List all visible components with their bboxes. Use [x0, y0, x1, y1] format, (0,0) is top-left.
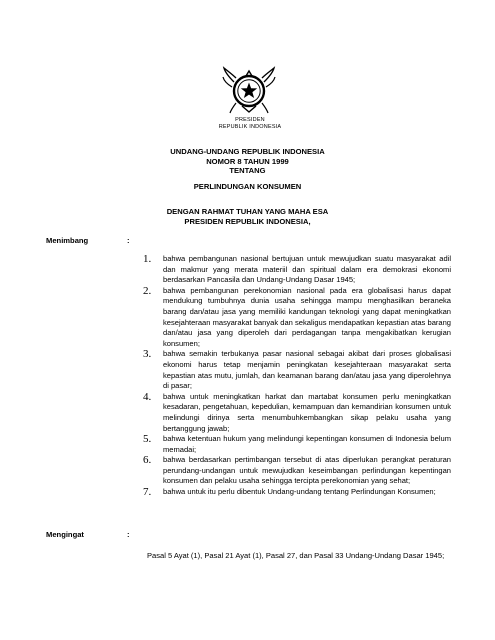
item-number: 5.	[143, 433, 152, 446]
item-text: bahwa pembangunan nasional bertujuan untuk mewujudkan suatu masyarakat adil dan makmur yang merata materiil dan spiritual dalam era demokrasi ekonomi berdasarkan Pancasila dan Undang-Undang Dasar 1945;	[163, 254, 451, 285]
law-about-line: TENTANG	[229, 166, 266, 176]
law-title-line: UNDANG-UNDANG REPUBLIK INDONESIA	[170, 147, 325, 156]
list-item	[143, 434, 451, 455]
item-text: bahwa semakin terbukanya pasar nasional sebagai akibat dari proses globalisasi ekonomi harus tetap menjamin peningkatan kesejahteraan masyarakat serta kepastian atas mutu, jumlah, dan keamanan barang dan/atau jasa yang diperolehnya di pasar;	[163, 349, 451, 391]
preamble-line-1: DENGAN RAHMAT TUHAN YANG MAHA ESA	[166, 207, 329, 216]
mengingat-label: Mengingat	[46, 530, 84, 539]
item-text: bahwa untuk itu perlu dibentuk Undang-undang tentang Perlindungan Konsumen;	[163, 487, 436, 497]
emblem-caption-country: REPUBLIK INDONESIA	[218, 124, 282, 130]
item-number: 3.	[143, 348, 152, 361]
list-item	[143, 349, 451, 391]
list-item	[143, 455, 451, 487]
preamble-line-2: PRESIDEN REPUBLIK INDONESIA,	[184, 216, 311, 226]
item-number: 1.	[143, 253, 152, 265]
item-number: 7.	[143, 486, 152, 499]
preamble-block	[0, 207, 495, 226]
law-subject: PERLINDUNGAN KONSUMEN	[193, 182, 302, 191]
item-text: bahwa ketentuan hukum yang melindungi kepentingan konsumen di Indonesia belum memadai;	[163, 434, 451, 454]
item-number: 2.	[143, 284, 152, 297]
list-item	[143, 487, 451, 498]
item-number: 6.	[143, 454, 152, 467]
item-number: 4.	[143, 390, 152, 403]
emblem-caption-title: PRESIDEN	[235, 117, 265, 123]
law-title-block	[0, 147, 495, 176]
list-item	[143, 286, 451, 350]
item-text: bahwa untuk meningkatkan harkat dan martabat konsumen perlu meningkatkan kesadaran, pengetahuan, kepedulian, kemampuan dan kemandirian konsumen untuk melindungi dirinya serta menumbuhkembangkan sikap pelaku usaha yang bertanggung jawab;	[163, 391, 451, 433]
menimbang-colon: :	[127, 236, 130, 245]
law-number-line: NOMOR 8 TAHUN 1999	[206, 156, 289, 166]
mengingat-colon: :	[127, 530, 130, 539]
garuda-emblem-icon	[222, 64, 276, 116]
item-text: bahwa berdasarkan pertimbangan tersebut di atas diperlukan perangkat peraturan perundang-undangan untuk mewujudkan keseimbangan perlindungan kepentingan konsumen dan pelaku usaha sehingga tercipta perekonomian yang sehat;	[163, 455, 451, 486]
item-text: bahwa pembangunan perekonomian nasional pada era globalisasi harus dapat mendukung tumbuhnya dunia usaha sehingga mampu menghasilkan beraneka barang dan/atau jasa yang memiliki kandungan teknologi yang dapat meningkatkan kesejahteraan masyarakat banyak dan sekaligus mendapatkan kepastian atas barang dan/atau jasa yang diperoleh dari perdagangan tanpa mengakibatkan kerugian konsumen;	[163, 285, 451, 348]
considerations-list	[143, 254, 451, 498]
list-item	[143, 254, 451, 286]
menimbang-label: Menimbang	[46, 236, 89, 245]
legal-basis-text: Pasal 5 Ayat (1), Pasal 21 Ayat (1), Pasal 27, dan Pasal 33 Undang-Undang Dasar 1945;	[147, 551, 445, 560]
list-item	[143, 392, 451, 434]
